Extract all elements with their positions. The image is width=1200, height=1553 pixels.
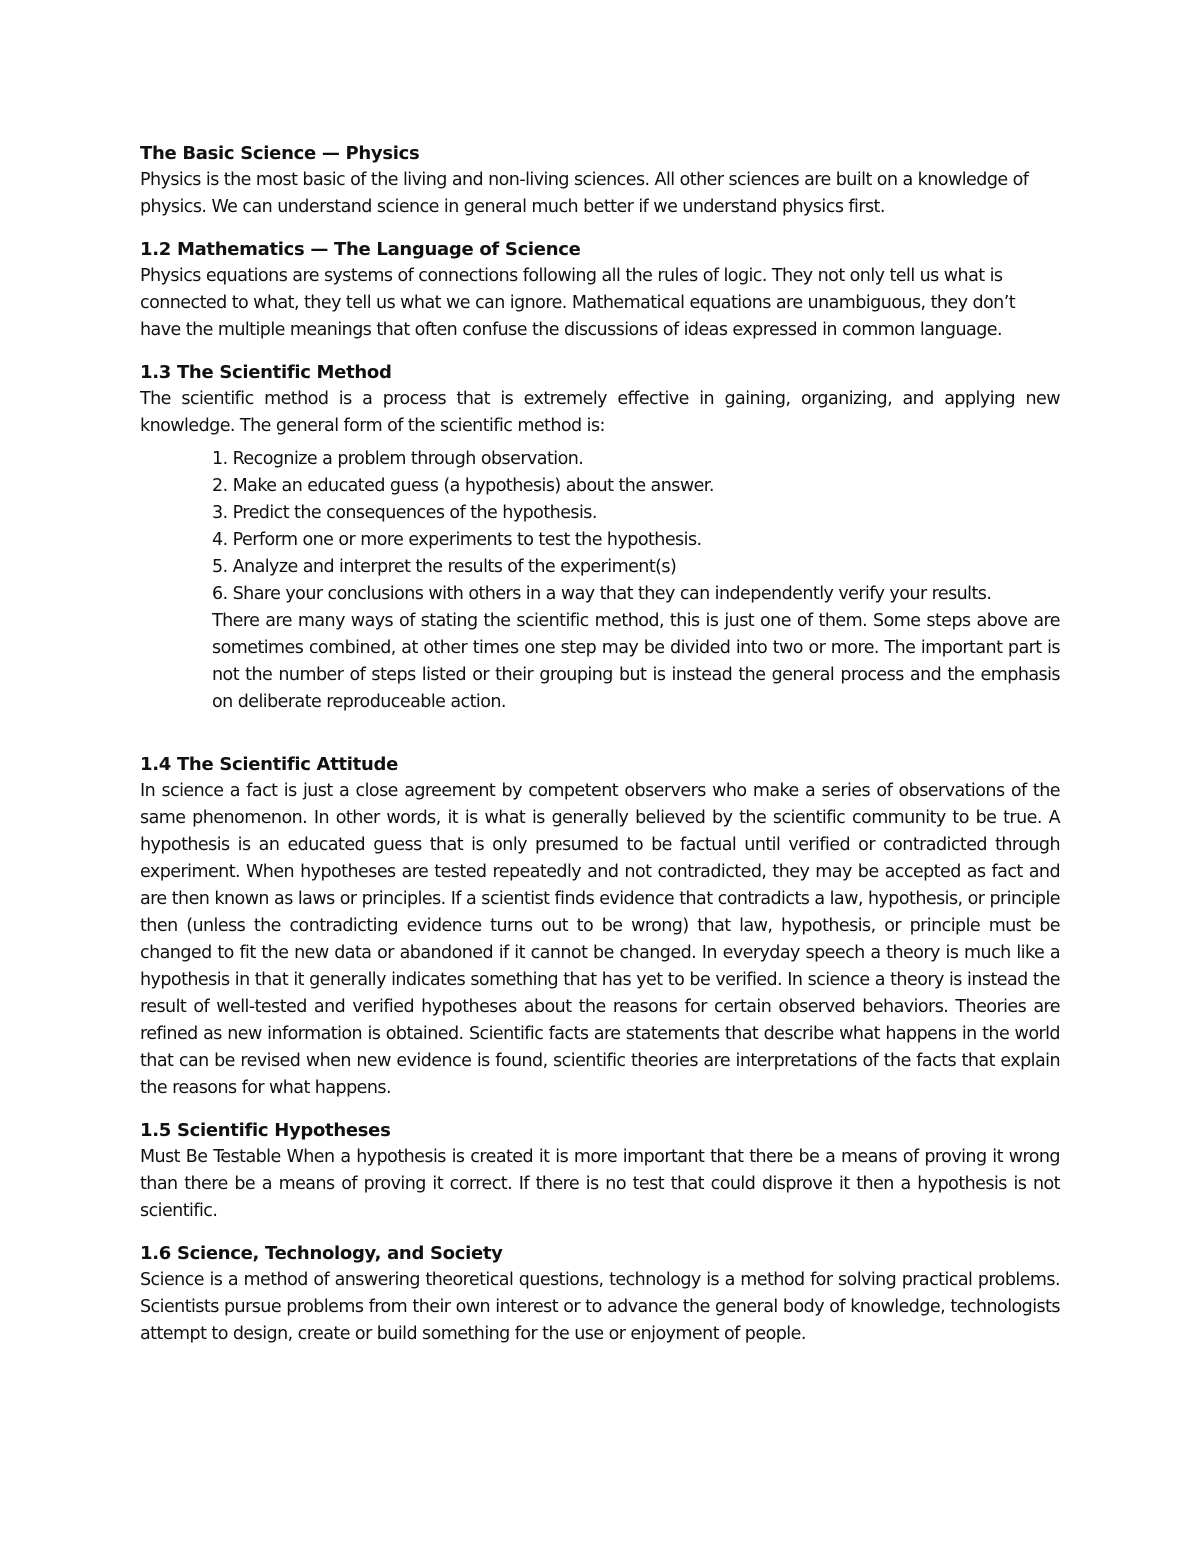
section-body: Physics is the most basic of the living and non-living sciences. All other sciences are built on a knowledge of physics. We can understand science in general much better if we understand physics first.: [140, 170, 1029, 217]
method-steps-list: [140, 446, 1060, 608]
list-item: 6. Share your conclusions with others in a way that they can independently verify your results.: [212, 584, 992, 604]
list-item: 2. Make an educated guess (a hypothesis) about the answer.: [212, 476, 714, 496]
section-basic-science: [140, 140, 1060, 221]
method-note: There are many ways of stating the scientific method, this is just one of them. Some steps above are sometimes combined, at other times one step may be divided into two or more. The important part is not the number of steps listed or their grouping but is instead the general process and the emphasis on deliberate reproduceable action.: [212, 611, 1060, 712]
document-content: [140, 140, 1060, 1348]
section-body: Physics equations are systems of connections following all the rules of logic. They not only tell us what is connected to what, they tell us what we can ignore. Mathematical equations are unambiguous, they don’t have the multiple meanings that often confuse the discussions of ideas expressed in common language.: [140, 266, 1016, 340]
section-body: Science is a method of answering theoretical questions, technology is a method for solving practical problems. Scientists pursue problems from their own interest or to advance the general body of knowledge, technologists attempt to design, create or build something for the use or enjoyment of people.: [140, 1270, 1060, 1344]
section-science-technology-society: [140, 1240, 1060, 1348]
section-heading: The Basic Science — Physics: [140, 143, 420, 164]
section-scientific-hypotheses: [140, 1117, 1060, 1225]
list-item: 4. Perform one or more experiments to test the hypothesis.: [212, 530, 702, 550]
section-scientific-method: [140, 359, 1060, 716]
section-heading: 1.6 Science, Technology, and Society: [140, 1243, 503, 1264]
section-scientific-attitude: [140, 751, 1060, 1102]
section-heading: 1.5 Scientific Hypotheses: [140, 1120, 391, 1141]
list-item: 3. Predict the consequences of the hypothesis.: [212, 503, 597, 523]
section-body: The scientific method is a process that is extremely effective in gaining, organizing, and applying new knowledge. The general form of the scientific method is:: [140, 389, 1060, 436]
section-heading: 1.4 The Scientific Attitude: [140, 754, 398, 775]
section-body: Must Be Testable When a hypothesis is created it is more important that there be a means of proving it wrong than there be a means of proving it correct. If there is no test that could disprove it then a hypothesis is not scientific.: [140, 1147, 1060, 1221]
list-item: 1. Recognize a problem through observation.: [212, 449, 584, 469]
section-heading: 1.2 Mathematics — The Language of Science: [140, 239, 581, 260]
list-item: 5. Analyze and interpret the results of the experiment(s): [212, 557, 677, 577]
section-mathematics: [140, 236, 1060, 344]
section-body: In science a fact is just a close agreement by competent observers who make a series of observations of the same phenomenon. In other words, it is what is generally believed by the scientific community to be true. A hypothesis is an educated guess that is only presumed to be factual until verified or contradicted through experiment. When hypotheses are tested repeatedly and not contradicted, they may be accepted as fact and are then known as laws or principles. If a scientist finds evidence that contradicts a law, hypothesis, or principle then (unless the contradicting evidence turns out to be wrong) that law, hypothesis, or principle must be changed to fit the new data or abandoned if it cannot be changed. In everyday speech a theory is much like a hypothesis in that it generally indicates something that has yet to be verified. In science a theory is instead the result of well-tested and verified hypotheses about the reasons for certain observed behaviors. Theories are refined as new information is obtained. Scientific facts are statements that describe what happens in the world that can be revised when new evidence is found, scientific theories are interpretations of the facts that explain the reasons for what happens.: [140, 781, 1060, 1098]
section-heading: 1.3 The Scientific Method: [140, 362, 392, 383]
